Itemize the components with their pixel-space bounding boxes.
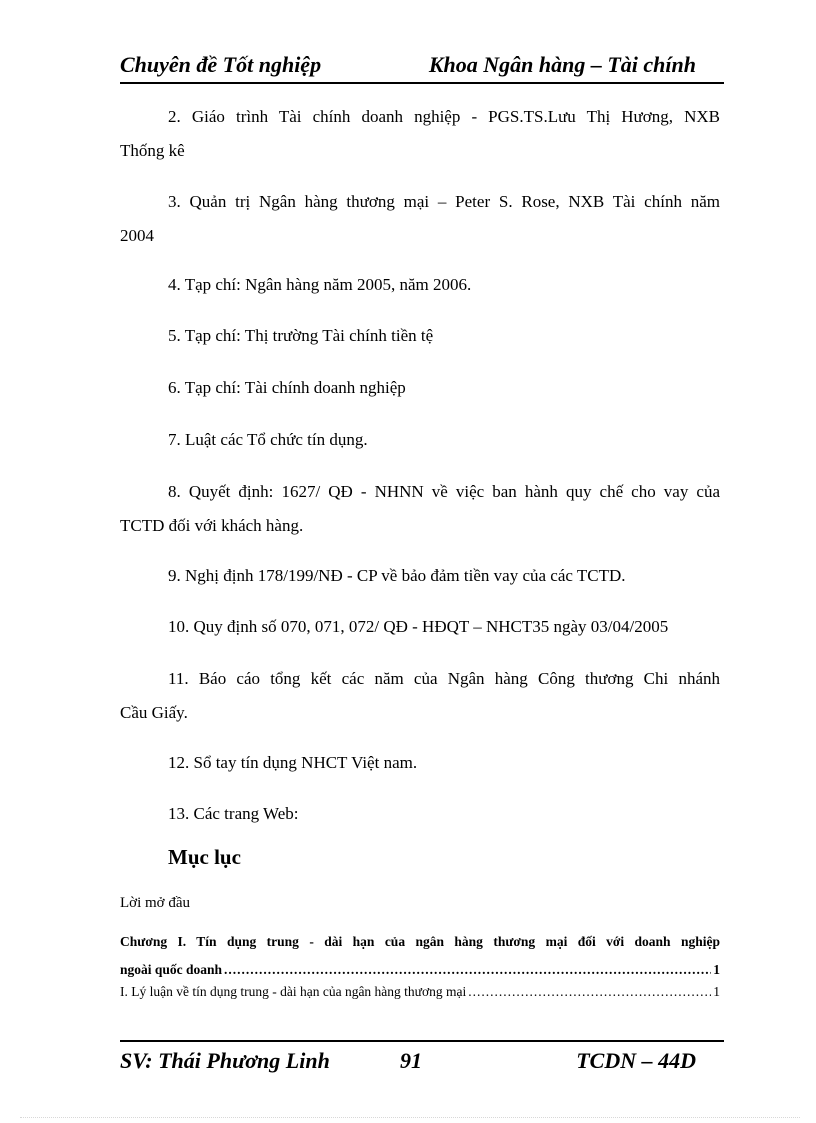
reference-text: 10. Quy định số 070, 071, 072/ QĐ - HĐQT – NHCT35 ngày 03/04/2005 <box>168 617 669 636</box>
reference-text: 11. Báo cáo tổng kết các năm của Ngân hàng Công thương Chi nhánh <box>168 669 720 688</box>
toc-dot-leader <box>224 956 711 984</box>
toc-intro: Lời mở đầu <box>120 895 191 911</box>
reference-text: 13. Các trang Web: <box>168 804 299 823</box>
toc-dot-leader <box>468 984 711 1000</box>
page-edge-divider <box>20 1117 800 1118</box>
reference-text: 12. Sổ tay tín dụng NHCT Việt nam. <box>168 753 418 772</box>
reference-item <box>120 185 720 253</box>
header-right: Khoa Ngân hàng – Tài chính <box>428 52 696 77</box>
reference-item <box>120 662 720 730</box>
reference-text: 3. Quản trị Ngân hàng thương mại – Peter S. Rose, NXB Tài chính năm <box>168 192 720 211</box>
footer-page-number: 91 <box>400 1048 422 1073</box>
page-footer <box>120 1040 724 1076</box>
reference-item <box>120 268 720 302</box>
toc-chapter-line2: ngoài quốc doanh <box>120 962 223 977</box>
toc-section-page: 1 <box>713 984 720 999</box>
toc-chapter-line2-row <box>120 956 720 984</box>
reference-text: 7. Luật các Tổ chức tín dụng. <box>168 430 368 449</box>
footer-class: TCDN – 44D <box>576 1048 696 1073</box>
toc-chapter-line1: Chương I. Tín dụng trung - dài hạn của ngân hàng thương mại đối với doanh nghiệp <box>120 934 720 949</box>
toc-chapter-entry <box>120 928 720 984</box>
page-header <box>120 50 724 84</box>
reference-continuation: Cầu Giấy. <box>120 703 188 722</box>
reference-item <box>120 319 720 353</box>
reference-item <box>120 746 720 780</box>
reference-item <box>120 797 720 831</box>
reference-item <box>120 559 720 593</box>
toc-title: Mục lục <box>168 845 241 869</box>
header-left: Chuyên đề Tốt nghiệp <box>120 52 322 77</box>
reference-text: 5. Tạp chí: Thị trường Tài chính tiền tệ <box>168 326 434 345</box>
reference-text: 9. Nghị định 178/199/NĐ - CP về bảo đảm tiền vay của các TCTD. <box>168 566 626 585</box>
reference-text: 8. Quyết định: 1627/ QĐ - NHNN về việc ban hành quy chế cho vay của <box>168 482 720 501</box>
reference-item <box>120 100 720 168</box>
reference-text: 4. Tạp chí: Ngân hàng năm 2005, năm 2006. <box>168 275 472 294</box>
reference-continuation: Thống kê <box>120 141 185 160</box>
reference-item <box>120 371 720 405</box>
toc-section-entry <box>120 984 720 1000</box>
reference-item <box>120 423 720 457</box>
toc-chapter-page: 1 <box>713 962 720 977</box>
reference-item <box>120 610 720 644</box>
reference-continuation: TCTD đối với khách hàng. <box>120 516 304 535</box>
reference-continuation: 2004 <box>120 226 154 245</box>
footer-student: SV: Thái Phương Linh <box>120 1048 330 1073</box>
reference-text: 6. Tạp chí: Tài chính doanh nghiệp <box>168 378 406 397</box>
reference-text: 2. Giáo trình Tài chính doanh nghiệp - PGS.TS.Lưu Thị Hương, NXB <box>168 107 720 126</box>
toc-section-text: I. Lý luận về tín dụng trung - dài hạn của ngân hàng thương mại <box>120 984 467 999</box>
reference-item <box>120 475 720 543</box>
